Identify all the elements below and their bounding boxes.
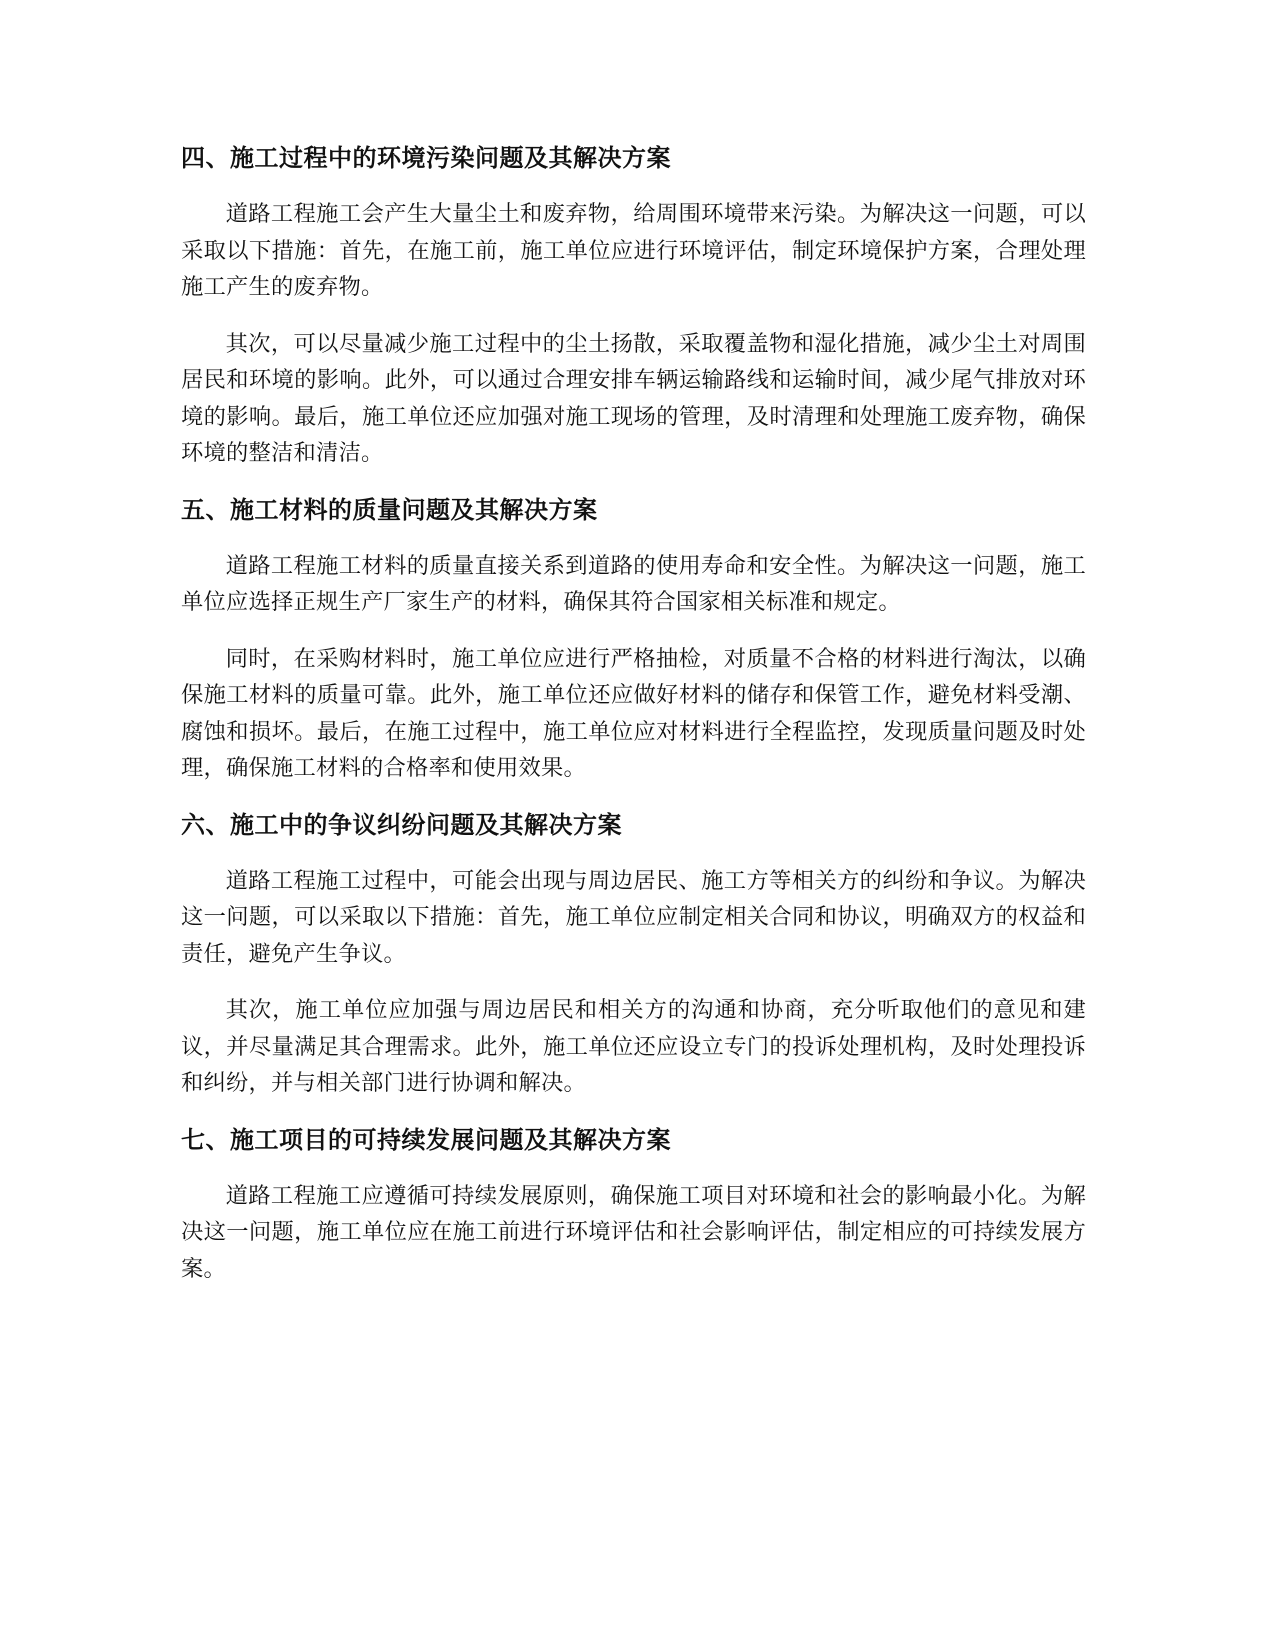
section-7 — [181, 1122, 1086, 1288]
document-page — [181, 140, 1086, 1307]
section-heading: 四、施工过程中的环境污染问题及其解决方案 — [181, 144, 671, 172]
section-heading: 六、施工中的争议纠纷问题及其解决方案 — [181, 810, 622, 839]
paragraph: 道路工程施工会产生大量尘土和废弃物，给周围环境带来污染。为解决这一问题，可以采取以下措施：首先，在施工前，施工单位应进行环境评估，制定环境保护方案，合理处理施工产生的废弃物。 — [181, 201, 1086, 300]
paragraph: 道路工程施工材料的质量直接关系到道路的使用寿命和安全性。为解决这一问题，施工单位应选择正规生产厂家生产的材料，确保其符合国家相关标准和规定。 — [181, 552, 1086, 615]
section-5 — [181, 492, 1086, 787]
paragraph: 道路工程施工过程中，可能会出现与周边居民、施工方等相关方的纠纷和争议。为解决这一问题，可以采取以下措施：首先，施工单位应制定相关合同和协议，明确双方的权益和责任，避免产生争议。 — [181, 867, 1086, 967]
section-6 — [181, 807, 1086, 1102]
paragraph: 道路工程施工应遵循可持续发展原则，确保施工项目对环境和社会的影响最小化。为解决这一问题，施工单位应在施工前进行环境评估和社会影响评估，制定相应的可持续发展方案。 — [181, 1182, 1086, 1282]
section-heading: 五、施工材料的质量问题及其解决方案 — [181, 495, 598, 524]
section-heading: 七、施工项目的可持续发展问题及其解决方案 — [181, 1125, 671, 1154]
paragraph: 其次，施工单位应加强与周边居民和相关方的沟通和协商，充分听取他们的意见和建议，并尽量满足其合理需求。此外，施工单位还应设立专门的投诉处理机构，及时处理投诉和纠纷，并与相关部门进行协调和解决。 — [181, 997, 1086, 1096]
paragraph: 其次，可以尽量减少施工过程中的尘土扬散，采取覆盖物和湿化措施，减少尘土对周围居民和环境的影响。此外，可以通过合理安排车辆运输路线和运输时间，减少尾气排放对环境的影响。最后，施工单位还应加强对施工现场的管理，及时清理和处理施工废弃物，确保环境的整洁和清洁。 — [181, 330, 1086, 466]
paragraph: 同时，在采购材料时，施工单位应进行严格抽检，对质量不合格的材料进行淘汰，以确保施工材料的质量可靠。此外，施工单位还应做好材料的储存和保管工作，避免材料受潮、腐蚀和损坏。最后，在施工过程中，施工单位应对材料进行全程监控，发现质量问题及时处理，确保施工材料的合格率和使用效果。 — [181, 645, 1086, 781]
section-4 — [181, 140, 1086, 472]
